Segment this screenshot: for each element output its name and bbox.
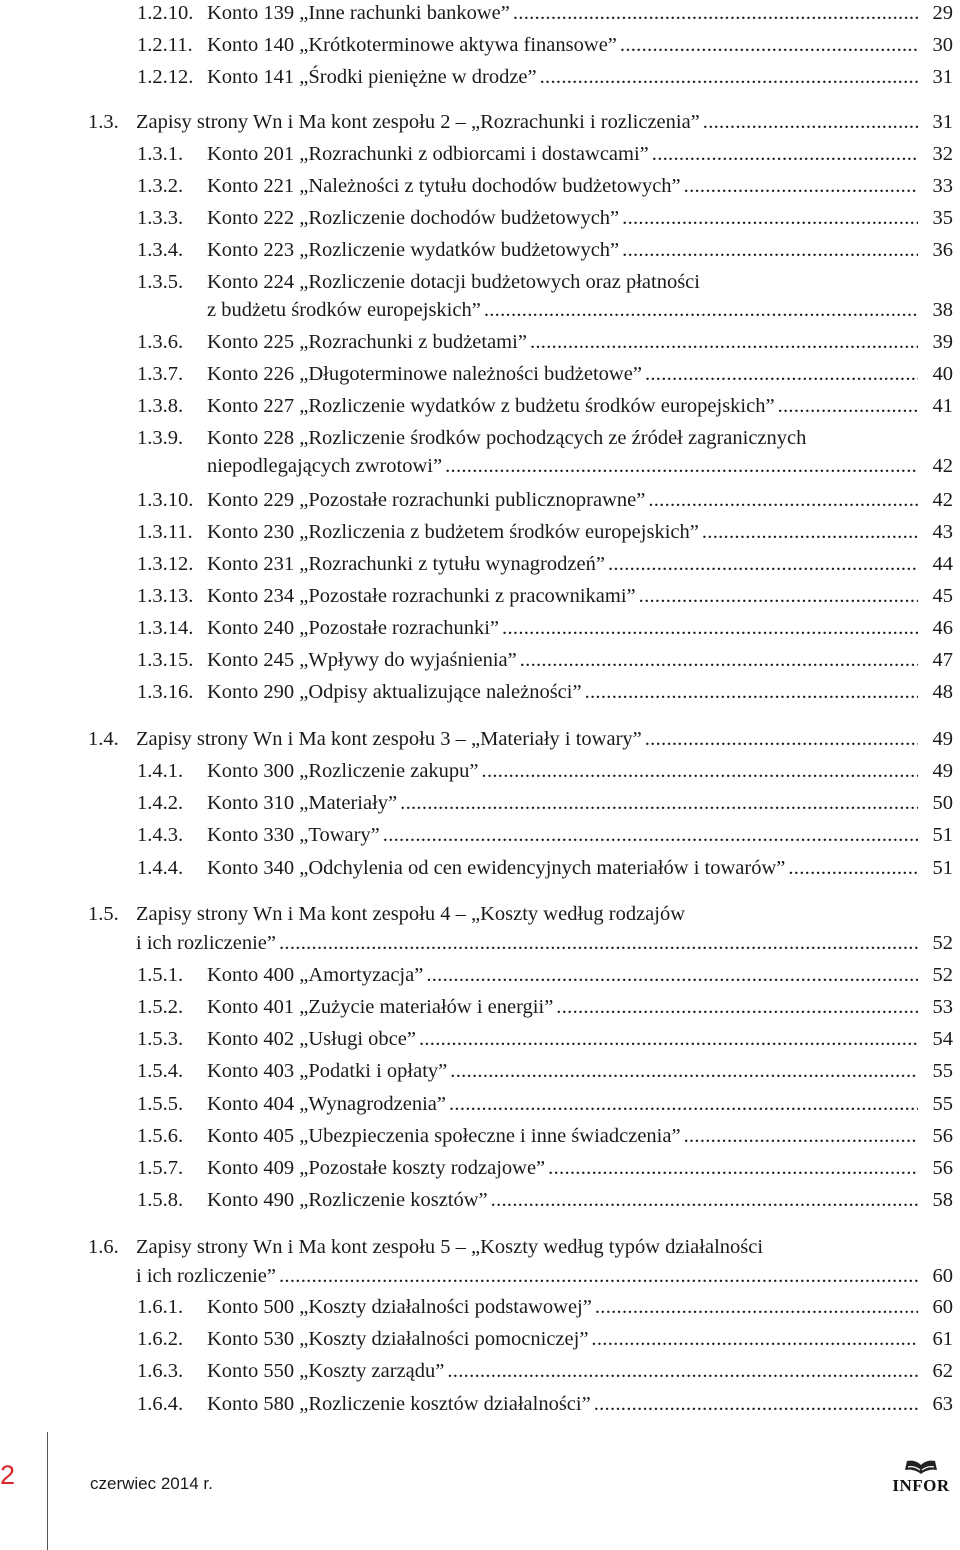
toc-entry[interactable]: [0, 61, 960, 93]
page-footer: [0, 1432, 960, 1550]
entry-number: 1.2.11.: [137, 34, 193, 56]
toc-entry[interactable]: [0, 234, 960, 266]
leader-dots: [488, 1184, 918, 1216]
entry-title: Konto 230 „Rozliczenia z budżetem środków europejskich”: [207, 521, 699, 543]
entry-number: 1.5.1.: [137, 964, 184, 986]
entry-page: 30: [932, 34, 953, 56]
entry-page: 52: [932, 932, 953, 954]
leader-dots: [649, 138, 918, 170]
entry-page: 41: [932, 395, 953, 417]
entry-page: 62: [932, 1360, 953, 1382]
entry-title: Zapisy strony Wn i Ma kont zespołu 3 – „Materiały i towary”: [136, 728, 642, 750]
toc-entry[interactable]: [0, 390, 960, 422]
leader-dots: [380, 819, 918, 851]
leader-dots: [605, 548, 918, 580]
entry-number: 1.6.: [88, 1236, 119, 1258]
toc-entry[interactable]: [0, 787, 960, 819]
leader-dots: [397, 787, 918, 819]
leader-dots: [785, 852, 918, 884]
entry-number: 1.6.2.: [137, 1328, 184, 1350]
toc-entry[interactable]: [0, 1088, 960, 1120]
book-icon: [904, 1458, 938, 1476]
entry-title: Konto 500 „Koszty działalności podstawowej”: [207, 1296, 592, 1318]
entry-page: 47: [932, 649, 953, 671]
logo-text: INFOR: [892, 1476, 950, 1495]
entry-page: 42: [932, 455, 953, 477]
entry-page: 56: [932, 1125, 953, 1147]
toc-entry[interactable]: [0, 959, 960, 991]
toc-entry[interactable]: [0, 1323, 960, 1355]
leader-dots: [617, 29, 918, 61]
entry-page: 58: [932, 1189, 953, 1211]
entry-title: Konto 201 „Rozrachunki z odbiorcami i dostawcami”: [207, 143, 649, 165]
toc-entry[interactable]: [0, 1120, 960, 1152]
entry-title: Konto 405 „Ubezpieczenia społeczne i inne świadczenia”: [207, 1125, 681, 1147]
entry-title: Konto 222 „Rozliczenie dochodów budżetowych”: [207, 207, 620, 229]
entry-page: 39: [932, 331, 953, 353]
toc-entry[interactable]: [0, 1231, 960, 1292]
toc-entry[interactable]: [0, 1184, 960, 1216]
entry-page: 33: [932, 175, 953, 197]
page-number: 2: [0, 1460, 16, 1490]
leader-dots: [481, 294, 918, 326]
entry-title: Konto 141 „Środki pieniężne w drodze”: [207, 66, 537, 88]
toc-entry[interactable]: [0, 422, 960, 482]
entry-title: Konto 401 „Zużycie materiałów i energii”: [207, 996, 554, 1018]
entry-page: 60: [932, 1296, 953, 1318]
entry-title: Konto 310 „Materiały”: [207, 792, 398, 814]
entry-number: 1.4.2.: [137, 792, 184, 814]
entry-number: 1.3.14.: [137, 617, 194, 639]
entry-page: 54: [932, 1028, 953, 1050]
entry-page: 36: [932, 239, 953, 261]
toc-entry[interactable]: [0, 170, 960, 202]
entry-title: Konto 403 „Podatki i opłaty”: [207, 1060, 448, 1082]
entry-number: 1.5.8.: [137, 1189, 184, 1211]
toc-entry[interactable]: [0, 516, 960, 548]
leader-dots: [510, 0, 918, 29]
entry-title-continued: i ich rozliczenie”: [136, 932, 276, 954]
entry-number: 1.3.2.: [137, 175, 184, 197]
entry-title: Konto 530 „Koszty działalności pomocniczej”: [207, 1328, 589, 1350]
toc-entry[interactable]: [0, 819, 960, 851]
infor-logo: [886, 1458, 956, 1498]
leader-dots: [442, 450, 918, 482]
entry-page: 50: [932, 792, 953, 814]
toc-entry[interactable]: [0, 106, 960, 138]
toc-entry[interactable]: [0, 548, 960, 580]
toc-entry[interactable]: [0, 580, 960, 612]
entry-title: Konto 340 „Odchylenia od cen ewidencyjnych materiałów i towarów”: [207, 857, 786, 879]
entry-title: Konto 229 „Pozostałe rozrachunki publicznoprawne”: [207, 489, 646, 511]
leader-dots: [527, 326, 918, 358]
toc-entry[interactable]: [0, 898, 960, 959]
toc-entry[interactable]: [0, 266, 960, 326]
entry-number: 1.5.: [88, 903, 119, 925]
entry-page: 44: [932, 553, 953, 575]
entry-page: 61: [932, 1328, 953, 1350]
entry-page: 31: [932, 66, 953, 88]
entry-page: 48: [932, 681, 953, 703]
entry-number: 1.4.3.: [137, 824, 184, 846]
toc-entry[interactable]: [0, 1023, 960, 1055]
entry-number: 1.5.4.: [137, 1060, 184, 1082]
leader-dots: [681, 1120, 918, 1152]
leader-dots: [619, 202, 918, 234]
leader-dots: [775, 390, 918, 422]
entry-title: Konto 404 „Wynagrodzenia”: [207, 1093, 446, 1115]
entry-number: 1.3.13.: [137, 585, 194, 607]
entry-number: 1.3.4.: [137, 239, 184, 261]
entry-title: Konto 221 „Należności z tytułu dochodów budżetowych”: [207, 175, 681, 197]
entry-page: 49: [932, 760, 953, 782]
toc-entry[interactable]: [0, 612, 960, 644]
entry-title: Konto 490 „Rozliczenie kosztów”: [207, 1189, 488, 1211]
entry-number: 1.5.2.: [137, 996, 184, 1018]
entry-title: Konto 224 „Rozliczenie dotacji budżetowych oraz płatności: [207, 271, 700, 293]
leader-dots: [447, 1055, 918, 1087]
entry-title-continued: niepodlegających zwrotowi”: [207, 455, 443, 477]
entry-number: 1.6.1.: [137, 1296, 184, 1318]
entry-page: 38: [932, 299, 953, 321]
entry-title: Konto 139 „Inne rachunki bankowe”: [207, 2, 510, 24]
toc-entry[interactable]: [0, 852, 960, 884]
entry-number: 1.5.3.: [137, 1028, 184, 1050]
entry-title: Konto 300 „Rozliczenie zakupu”: [207, 760, 479, 782]
entry-page: 29: [932, 2, 953, 24]
toc-entry[interactable]: [0, 202, 960, 234]
entry-number: 1.3.12.: [137, 553, 194, 575]
entry-title: Konto 330 „Towary”: [207, 824, 380, 846]
entry-page: 45: [932, 585, 953, 607]
leader-dots: [276, 1260, 918, 1292]
leader-dots: [582, 676, 918, 708]
entry-number: 1.3.10.: [137, 489, 194, 511]
entry-number: 1.5.7.: [137, 1157, 184, 1179]
entry-title-continued: z budżetu środków europejskich”: [207, 299, 481, 321]
entry-title: Konto 550 „Koszty zarządu”: [207, 1360, 445, 1382]
entry-title: Konto 223 „Rozliczenie wydatków budżetowych”: [207, 239, 620, 261]
entry-title: Konto 402 „Usługi obce”: [207, 1028, 416, 1050]
entry-number: 1.4.1.: [137, 760, 184, 782]
entry-title: Konto 140 „Krótkoterminowe aktywa finansowe”: [207, 34, 617, 56]
entry-page: 49: [932, 728, 953, 750]
toc-entry[interactable]: [0, 991, 960, 1023]
entry-title: Konto 231 „Rozrachunki z tytułu wynagrodzeń”: [207, 553, 605, 575]
entry-page: 43: [932, 521, 953, 543]
toc-entry[interactable]: [0, 1152, 960, 1184]
leader-dots: [588, 1323, 918, 1355]
footer-divider: [47, 1432, 48, 1550]
entry-number: 1.3.9.: [137, 427, 184, 449]
entry-title: Konto 290 „Odpisy aktualizujące należności”: [207, 681, 582, 703]
leader-dots: [636, 580, 918, 612]
entry-number: 1.2.10.: [137, 2, 194, 24]
leader-dots: [537, 61, 918, 93]
toc-entry[interactable]: [0, 676, 960, 708]
entry-page: 60: [932, 1265, 953, 1287]
leader-dots: [619, 234, 918, 266]
entry-page: 56: [932, 1157, 953, 1179]
leader-dots: [446, 1088, 918, 1120]
leader-dots: [699, 516, 918, 548]
entry-title: Konto 580 „Rozliczenie kosztów działalności”: [207, 1393, 591, 1415]
entry-number: 1.3.16.: [137, 681, 194, 703]
toc-entry[interactable]: [0, 1355, 960, 1387]
leader-dots: [276, 927, 918, 959]
toc-entry[interactable]: [0, 326, 960, 358]
entry-page: 35: [932, 207, 953, 229]
entry-title: Konto 225 „Rozrachunki z budżetami”: [207, 331, 527, 353]
entry-number: 1.3.7.: [137, 363, 184, 385]
entry-page: 40: [932, 363, 953, 385]
toc-entry[interactable]: [0, 1388, 960, 1420]
toc-entry[interactable]: [0, 0, 960, 29]
leader-dots: [645, 484, 918, 516]
entry-title: Konto 400 „Amortyzacja”: [207, 964, 424, 986]
entry-page: 46: [932, 617, 953, 639]
toc-entry[interactable]: [0, 755, 960, 787]
leader-dots: [642, 358, 918, 390]
entry-page: 31: [932, 111, 953, 133]
entry-number: 1.3.1.: [137, 143, 184, 165]
entry-page: 32: [932, 143, 953, 165]
entry-number: 1.4.4.: [137, 857, 184, 879]
entry-title: Konto 409 „Pozostałe koszty rodzajowe”: [207, 1157, 546, 1179]
entry-number: 1.3.6.: [137, 331, 184, 353]
entry-number: 1.2.12.: [137, 66, 194, 88]
leader-dots: [553, 991, 918, 1023]
toc-entry[interactable]: [0, 138, 960, 170]
toc-entry[interactable]: [0, 644, 960, 676]
entry-title: Konto 234 „Pozostałe rozrachunki z pracownikami”: [207, 585, 636, 607]
leader-dots: [700, 106, 918, 138]
entry-title-continued: i ich rozliczenie”: [136, 1265, 276, 1287]
toc-entry[interactable]: [0, 1055, 960, 1087]
entry-title: Zapisy strony Wn i Ma kont zespołu 4 – „Koszty według rodzajów: [136, 903, 686, 925]
entry-number: 1.6.3.: [137, 1360, 184, 1382]
entry-title: Konto 240 „Pozostałe rozrachunki”: [207, 617, 500, 639]
entry-title: Zapisy strony Wn i Ma kont zespołu 5 – „Koszty według typów działalności: [136, 1236, 764, 1258]
entry-number: 1.5.6.: [137, 1125, 184, 1147]
entry-number: 1.6.4.: [137, 1393, 184, 1415]
leader-dots: [545, 1152, 918, 1184]
leader-dots: [479, 755, 918, 787]
leader-dots: [416, 1023, 918, 1055]
leader-dots: [592, 1291, 918, 1323]
issue-date: czerwiec 2014 r.: [90, 1474, 213, 1493]
leader-dots: [681, 170, 918, 202]
entry-page: 42: [932, 489, 953, 511]
entry-title: Konto 226 „Długoterminowe należności budżetowe”: [207, 363, 642, 385]
entry-number: 1.5.5.: [137, 1093, 184, 1115]
leader-dots: [444, 1355, 918, 1387]
entry-number: 1.3.5.: [137, 271, 184, 293]
entry-title: Konto 245 „Wpływy do wyjaśnienia”: [207, 649, 517, 671]
entry-page: 55: [932, 1093, 953, 1115]
entry-page: 53: [932, 996, 953, 1018]
entry-number: 1.3.11.: [137, 521, 193, 543]
entry-number: 1.3.: [88, 111, 119, 133]
entry-title: Konto 228 „Rozliczenie środków pochodzących ze źródeł zagranicznych: [207, 427, 807, 449]
leader-dots: [517, 644, 918, 676]
toc-entry[interactable]: [0, 723, 960, 755]
toc-entry[interactable]: [0, 1291, 960, 1323]
leader-dots: [499, 612, 918, 644]
entry-title: Konto 227 „Rozliczenie wydatków z budżetu środków europejskich”: [207, 395, 775, 417]
entry-page: 55: [932, 1060, 953, 1082]
entry-page: 52: [932, 964, 953, 986]
toc-entry[interactable]: [0, 358, 960, 390]
entry-number: 1.3.15.: [137, 649, 194, 671]
leader-dots: [591, 1388, 918, 1420]
entry-page: 63: [932, 1393, 953, 1415]
toc-entry[interactable]: [0, 484, 960, 516]
leader-dots: [423, 959, 918, 991]
entry-number: 1.4.: [88, 728, 119, 750]
entry-number: 1.3.8.: [137, 395, 184, 417]
entry-page: 51: [932, 824, 953, 846]
leader-dots: [642, 723, 918, 755]
entry-number: 1.3.3.: [137, 207, 184, 229]
toc-entry[interactable]: [0, 29, 960, 61]
entry-title: Zapisy strony Wn i Ma kont zespołu 2 – „Rozrachunki i rozliczenia”: [136, 111, 700, 133]
entry-page: 51: [932, 857, 953, 879]
